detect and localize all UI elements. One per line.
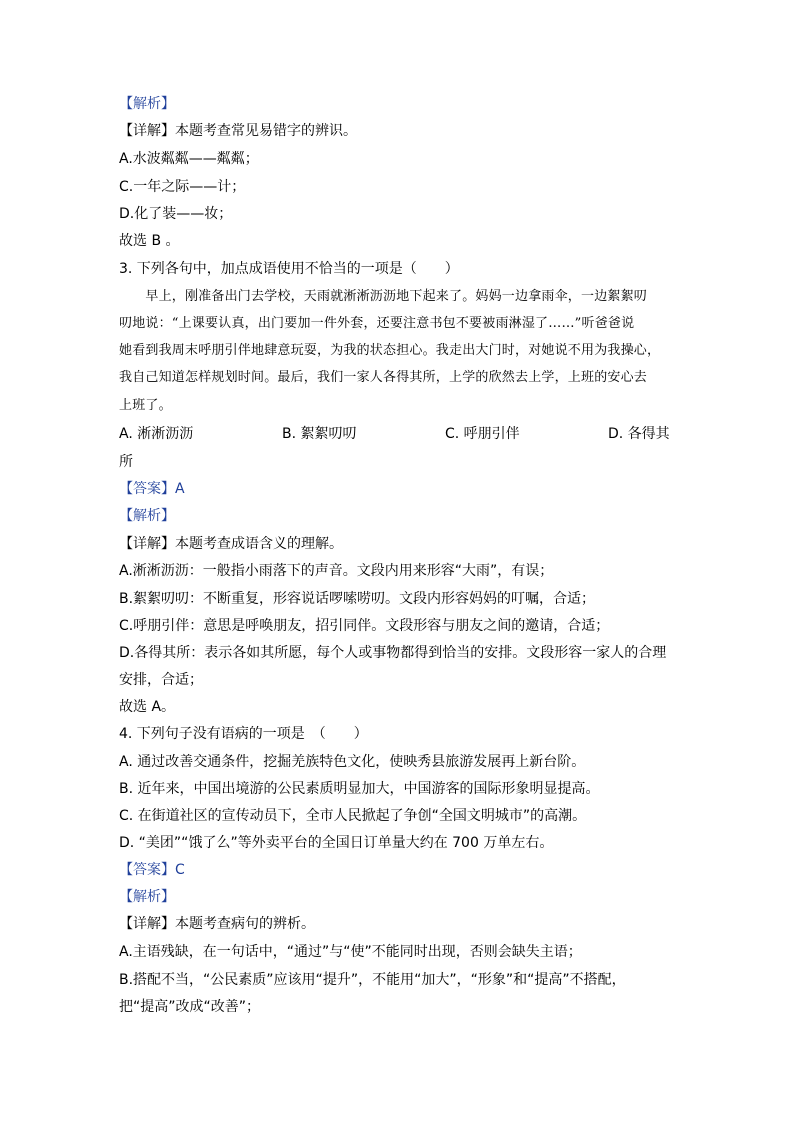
passage-line: 我自己知道怎样规划时间。最后，我们一家人各得其所，上学的欣然去上学，上班的安心去 (119, 370, 648, 385)
explanation-line: B.絮絮叨叨：不断重复，形容说话啰嗦唠叨。文段内形容妈妈的叮嘱，合适； (119, 591, 596, 607)
analysis-heading: 【解析】 (119, 508, 175, 524)
passage-line: 叨地说：“上课要认真，出门要加一件外套，还要注意书包不要被雨淋湿了……”听爸爸说 (119, 316, 635, 331)
analysis-heading: 【解析】 (119, 96, 175, 112)
option-d: D. 各得其 (608, 426, 670, 442)
option-d-continued: 所 (119, 454, 133, 470)
explanation-line: C.一年之际——计； (119, 179, 246, 195)
explanation-line: D.各得其所：表示各如其所愿，每个人或事物都得到恰当的安排。文段形容一家人的合理 (119, 645, 667, 661)
answer-heading: 【答案】A (119, 481, 185, 497)
conclusion-line: 故选 B 。 (119, 233, 180, 249)
option-b: B. 近年来，中国出境游的公民素质明显加大，中国游客的国际形象明显提高。 (119, 781, 600, 797)
explanation-line: B.搭配不当，“公民素质”应该用“提升”，不能用“加大”，“形象”和“提高”不搭配， (119, 972, 626, 988)
explanation-line: C.呼朋引伴：意思是呼唤朋友，招引同伴。文段形容与朋友之间的邀请，合适； (119, 618, 610, 634)
passage-line: 早上，刚准备出门去学校，天雨就淅淅沥沥地下起来了。妈妈一边拿雨伞，一边絮絮叨 (119, 289, 648, 304)
option-a: A. 淅淅沥沥 (119, 426, 194, 442)
conclusion-line: 故选 A。 (119, 699, 176, 715)
explanation-line: 把“提高”改成“改善”； (119, 999, 261, 1015)
question-3-stem: 3. 下列各句中，加点成语使用不恰当的一项是（ ） (119, 261, 459, 277)
explanation-line: A.主语残缺，在一句话中，“通过”与“使”不能同时出现，否则会缺失主语； (119, 944, 582, 960)
passage-line: 上班了。 (119, 398, 172, 413)
option-d: D. “美团”“饿了么”等外卖平台的全国日订单量大约在 700 万单左右。 (119, 835, 554, 851)
explanation-line: 安排，合适； (119, 672, 203, 688)
explanation-line: A.淅淅沥沥：一般指小雨落下的声音。文段内用来形容“大雨”，有误； (119, 563, 554, 579)
question-4-stem: 4. 下列句子没有语病的一项是 （ ） (119, 726, 368, 742)
analysis-heading: 【解析】 (119, 889, 175, 905)
detail-explanation: 【详解】本题考查病句的辨析。 (119, 916, 315, 932)
explanation-line: D.化了装——妆； (119, 206, 233, 222)
answer-heading: 【答案】C (119, 862, 185, 878)
detail-explanation: 【详解】本题考查常见易错字的辨识。 (119, 123, 357, 139)
option-c: C. 呼朋引伴 (445, 426, 520, 442)
option-a: A. 通过改善交通条件，挖掘羌族特色文化，使映秀县旅游发展再上新台阶。 (119, 754, 586, 770)
explanation-line: A.水波粼粼——粼粼； (119, 151, 259, 167)
option-c: C. 在街道社区的宣传动员下，全市人民掀起了争创“全国文明城市”的高潮。 (119, 808, 587, 824)
option-b: B. 絮絮叨叨 (282, 426, 357, 442)
passage-line: 她看到我周末呼朋引伴地肆意玩耍，为我的状态担心。我走出大门时，对她说不用为我操心， (119, 343, 661, 358)
detail-explanation: 【详解】本题考查成语含义的理解。 (119, 536, 343, 552)
